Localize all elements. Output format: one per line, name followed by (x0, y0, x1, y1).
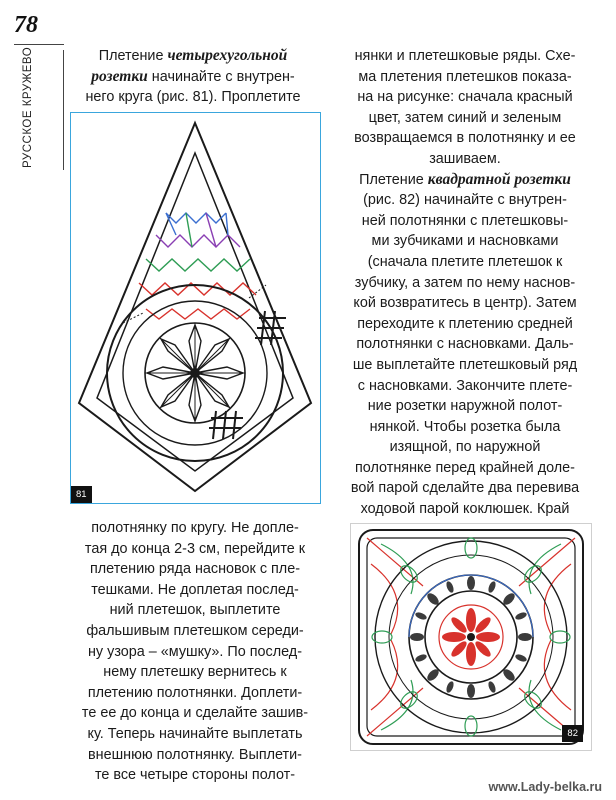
right-line: зубчику, а затем по нему наснов- (354, 274, 576, 291)
intro-line-1 (70, 46, 316, 67)
right-line: ние розетки наружной полот- (367, 398, 563, 415)
page-number: 78 (14, 12, 38, 38)
left-line: внешнюю полотнянку. Выплети- (88, 746, 302, 763)
figure-82-label: 82 (562, 725, 583, 742)
right-line: вой парой сделайте два перевива (350, 480, 580, 497)
right-line: (рис. 82) начинайте с внутрен- (363, 192, 567, 209)
right-line: изящной, по наружной (389, 439, 541, 456)
left-line: тешками. Не доплетая послед- (91, 581, 299, 598)
left-line: нему плетешку вернитесь к (103, 664, 287, 681)
left-column-continued (70, 518, 320, 786)
intro-line-2 (70, 67, 316, 88)
right-column (330, 46, 600, 540)
running-head: РУССКОЕ КРУЖЕВО (22, 46, 34, 168)
left-line: ну узора – «мушку». По послед- (87, 643, 302, 660)
intro-bold-1: четырехугольной (167, 47, 288, 64)
right-line: зашиваем. (429, 150, 501, 167)
right-line: кой возвратитесь в центр). Затем (353, 295, 577, 312)
figure-82 (350, 523, 592, 751)
left-line: полотнянку по кругу. Не допле- (91, 520, 299, 536)
figure-81 (70, 112, 321, 504)
right-line: ма плетения плетешков показа- (358, 68, 572, 85)
footer-url[interactable]: www.Lady-belka.ru (488, 780, 602, 794)
left-line: тая до конца 2-3 см, перейдите к (84, 540, 306, 557)
right-line: ней полотнянки с плетешковы- (361, 212, 569, 229)
header-rule (14, 44, 64, 45)
intro-bold-2: розетки (91, 67, 148, 85)
figure-81-label: 81 (71, 486, 92, 503)
intro-rest: начинайте с внутрен- (147, 68, 295, 85)
left-column-intro (70, 46, 316, 108)
right-line: нянки и плетешковые ряды. Схе- (354, 48, 576, 64)
right-line: переходите к плетению средней (357, 315, 573, 332)
right-line: цвет, затем синий и зеленым (368, 109, 562, 126)
right-line: возвращаемся в полотнянку и ее (354, 130, 576, 147)
right-line: ше выплетайте плетешковый ряд (352, 356, 578, 373)
left-line: плетению ряда насновок с пле- (89, 561, 300, 578)
side-rule (63, 50, 64, 170)
right-line: на на рисунке: сначала красный (357, 89, 573, 106)
left-line: те все четыре стороны полот- (94, 767, 296, 784)
left-line: плетению полотнянки. Доплети- (87, 684, 303, 701)
left-line: фальшивым плетешком середи- (86, 622, 304, 639)
right-line: ми зубчиками и насновками (371, 233, 559, 250)
para2-bold: квадратной розетки (427, 170, 571, 188)
figure-82-diagram (351, 524, 591, 750)
intro-line-3: него круга (рис. 81). Проплетите (85, 89, 301, 106)
figure-81-diagram (71, 113, 320, 503)
left-line: ку. Теперь начинайте выплетать (87, 725, 303, 742)
right-para2-heading (330, 170, 600, 191)
right-line: (сначала плетите плетешок к (367, 253, 563, 270)
para2-prefix: Плетение (359, 171, 428, 188)
left-line: те ее до конца и сделайте зашив- (81, 705, 309, 722)
left-line: ний плетешок, выплетите (109, 602, 281, 619)
intro-prefix: Плетение (98, 48, 168, 64)
right-line: полотнянке перед крайней доле- (355, 459, 575, 476)
right-line: ходовой парой коклюшек. Край (360, 501, 570, 518)
right-line: с насновками. Закончите плете- (357, 377, 573, 394)
right-line: нянкой. Чтобы розетка была (369, 418, 561, 435)
right-line: полотнянки с насновками. Даль- (356, 336, 574, 353)
